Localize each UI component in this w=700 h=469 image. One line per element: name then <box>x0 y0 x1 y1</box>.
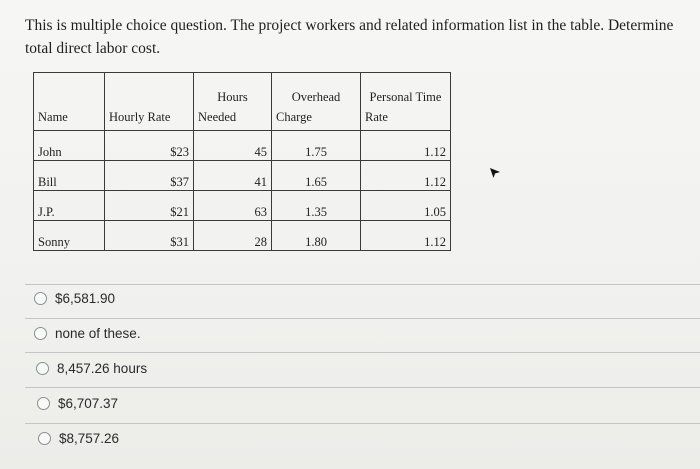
answer-option-label: $8,757.26 <box>59 430 120 446</box>
cell-name: Sonny <box>34 221 105 251</box>
radio-icon[interactable] <box>36 362 49 375</box>
cell-personal: 1.12 <box>361 161 451 191</box>
table-row <box>34 191 451 221</box>
radio-icon[interactable] <box>34 327 47 340</box>
header-hours-line2: Needed <box>198 110 237 124</box>
cell-hours: 63 <box>194 191 272 221</box>
cell-rate: $31 <box>105 221 194 251</box>
cell-rate: $37 <box>105 161 194 191</box>
answer-option-label: $6,707.37 <box>58 395 119 411</box>
divider <box>25 352 700 353</box>
answer-option-4[interactable] <box>37 393 118 413</box>
header-personal-time-rate <box>361 73 451 131</box>
cell-overhead: 1.80 <box>272 221 361 251</box>
divider <box>25 318 700 319</box>
workers-table <box>33 72 451 251</box>
cell-personal: 1.12 <box>361 131 451 161</box>
cell-hours: 28 <box>194 221 272 251</box>
answer-option-5[interactable] <box>38 428 119 448</box>
header-overhead-line2: Charge <box>276 110 312 124</box>
table-row <box>34 131 451 161</box>
header-hourly-rate: Hourly Rate <box>105 73 194 131</box>
header-hours-needed <box>194 73 272 131</box>
cell-name: John <box>34 131 105 161</box>
cell-hours: 45 <box>194 131 272 161</box>
answer-option-2[interactable] <box>34 323 141 343</box>
cell-overhead: 1.75 <box>272 131 361 161</box>
table-row <box>34 161 451 191</box>
cell-personal: 1.12 <box>361 221 451 251</box>
divider <box>25 423 700 424</box>
radio-icon[interactable] <box>37 397 50 410</box>
cell-name: Bill <box>34 161 105 191</box>
cell-personal: 1.05 <box>361 191 451 221</box>
divider <box>25 284 700 285</box>
answer-option-3[interactable] <box>36 358 147 378</box>
radio-icon[interactable] <box>38 432 51 445</box>
cell-rate: $21 <box>105 191 194 221</box>
divider <box>25 387 700 388</box>
answer-option-label: $6,581.90 <box>55 290 116 306</box>
answer-option-label: none of these. <box>55 325 141 341</box>
header-overhead-charge <box>272 73 361 131</box>
cell-rate: $23 <box>105 131 194 161</box>
radio-icon[interactable] <box>34 292 47 305</box>
mouse-cursor-icon <box>488 166 502 180</box>
question-text: This is multiple choice question. The project workers and related information list in the table. Determine total direct labor cost. <box>25 17 674 57</box>
header-personal-line2: Rate <box>365 110 388 124</box>
cell-hours: 41 <box>194 161 272 191</box>
table-header-row <box>34 73 451 131</box>
table-row <box>34 221 451 251</box>
header-name: Name <box>34 73 105 131</box>
cell-overhead: 1.35 <box>272 191 361 221</box>
header-personal-line1: Personal Time <box>369 90 442 104</box>
cell-name: J.P. <box>34 191 105 221</box>
cell-overhead: 1.65 <box>272 161 361 191</box>
answer-option-label: 8,457.26 hours <box>57 360 148 376</box>
answer-option-1[interactable] <box>34 288 115 308</box>
header-overhead-line1: Overhead <box>291 90 341 104</box>
header-hours-line1: Hours <box>217 90 248 104</box>
